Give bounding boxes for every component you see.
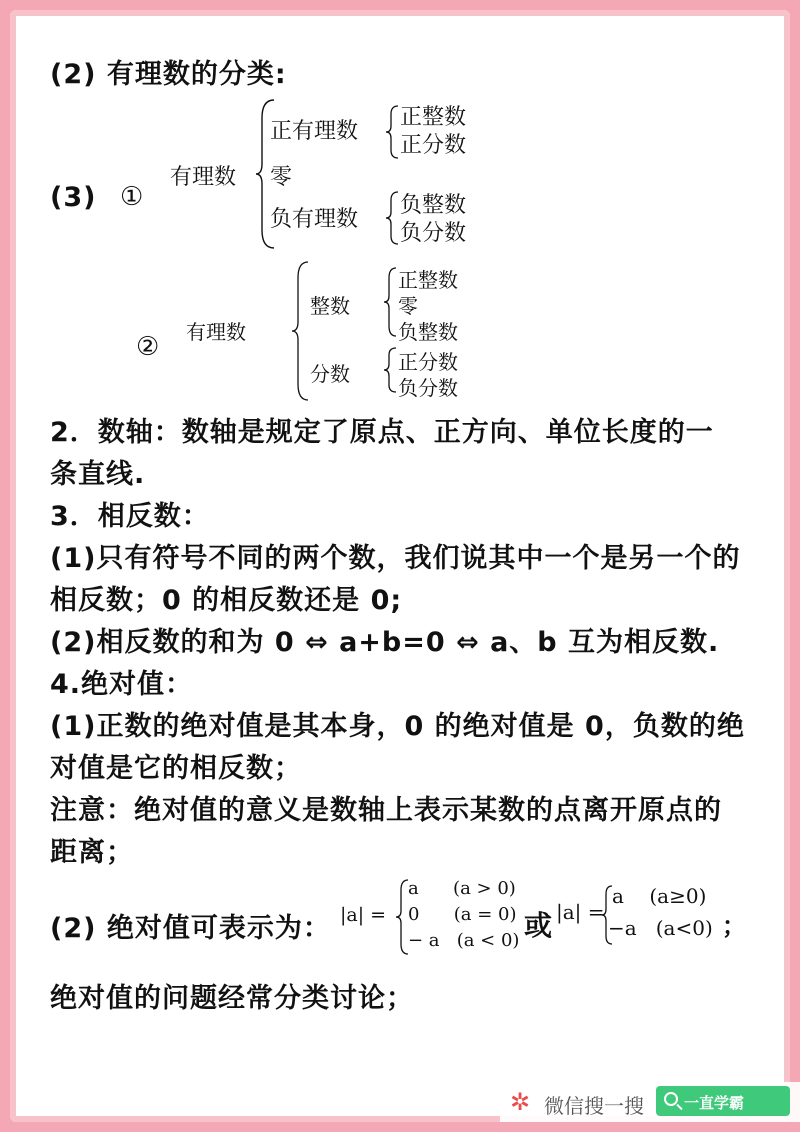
text-line-6: (2)相反数的和为 0 ⇔ a+b=0 ⇔ a、b 互为相反数. [50,627,720,658]
text-line-5: 相反数；0 的相反数还是 0; [50,585,403,616]
wechat-search-watermark[interactable] [500,1082,800,1122]
text-line-7: 4.绝对值： [50,669,194,700]
text-line-1: 2．数轴：数轴是规定了原点、正方向、单位长度的一 [50,417,714,448]
tree2-brace-int [382,266,398,338]
text-line-3: 3．相反数： [50,501,210,532]
text-line-4: (1)只有符号不同的两个数，我们说其中一个是另一个的 [50,543,741,574]
tree1-root: 有理数 [170,165,237,190]
text-line-13: 绝对值的问题经常分类讨论； [50,983,414,1014]
abs-formula-2-row1: a (a≥0) [612,884,707,908]
tree1-pos-frac: 正分数 [400,133,467,158]
watermark-button-label: 一直学霸 [684,1095,745,1112]
item3-label: (3) [50,182,97,213]
or-word: 或 [524,909,553,942]
abs-formula-2-row2: −a (a<0) [608,916,713,940]
abs-formula-1-row3: − a (a < 0) [408,930,520,951]
text-line-11: 距离； [50,837,134,868]
watermark-text: 微信搜一搜 [544,1096,644,1118]
circle-one: ① [120,182,144,212]
tree2-integers: 整数 [310,294,350,318]
abs-formula-2-lhs: |a| = [556,900,605,924]
tree1-zero: 零 [270,165,293,190]
watermark-search-button[interactable] [656,1086,790,1116]
text-line-8: (1)正数的绝对值是其本身，0 的绝对值是 0，负数的绝 [50,711,745,742]
abs-formula-1-row2: 0 (a = 0) [408,904,517,925]
tree1-neg-int: 负整数 [400,193,467,218]
tree1-brace-neg [384,190,400,246]
document-page [22,22,778,1110]
text-line-2: 条直线. [50,459,146,490]
tree2-pos-frac: 正分数 [398,350,458,374]
formula-semicolon: ； [722,912,746,940]
text-line-9: 对值是它的相反数； [50,753,302,784]
tree1-brace-pos [384,104,400,160]
abs-formula-1-lhs: |a| = [340,904,387,926]
text-line-12: (2) 绝对值可表示为： [50,913,331,944]
section-heading: (2) 有理数的分类: [50,59,287,90]
tree2-neg-frac: 负分数 [398,376,458,400]
tree1-pos: 正有理数 [270,119,359,144]
tree1-neg-frac: 负分数 [400,221,467,246]
tree2-zero: 零 [398,294,418,318]
tree2-root: 有理数 [186,320,246,344]
tree1-neg: 负有理数 [270,207,359,232]
abs-formula-1-row1: a (a > 0) [408,878,516,899]
tree2-fractions: 分数 [310,362,350,386]
search-icon [664,1092,678,1106]
tree2-pos-int: 正整数 [398,268,458,292]
tree1-pos-int: 正整数 [400,105,467,130]
wechat-search-logo-icon: ✲ [510,1088,531,1116]
circle-two: ② [136,332,160,362]
tree2-neg-int: 负整数 [398,320,458,344]
text-line-10: 注意：绝对值的意义是数轴上表示某数的点离开原点的 [50,795,722,826]
tree2-brace-main [290,260,312,402]
tree2-brace-frac [382,346,398,394]
